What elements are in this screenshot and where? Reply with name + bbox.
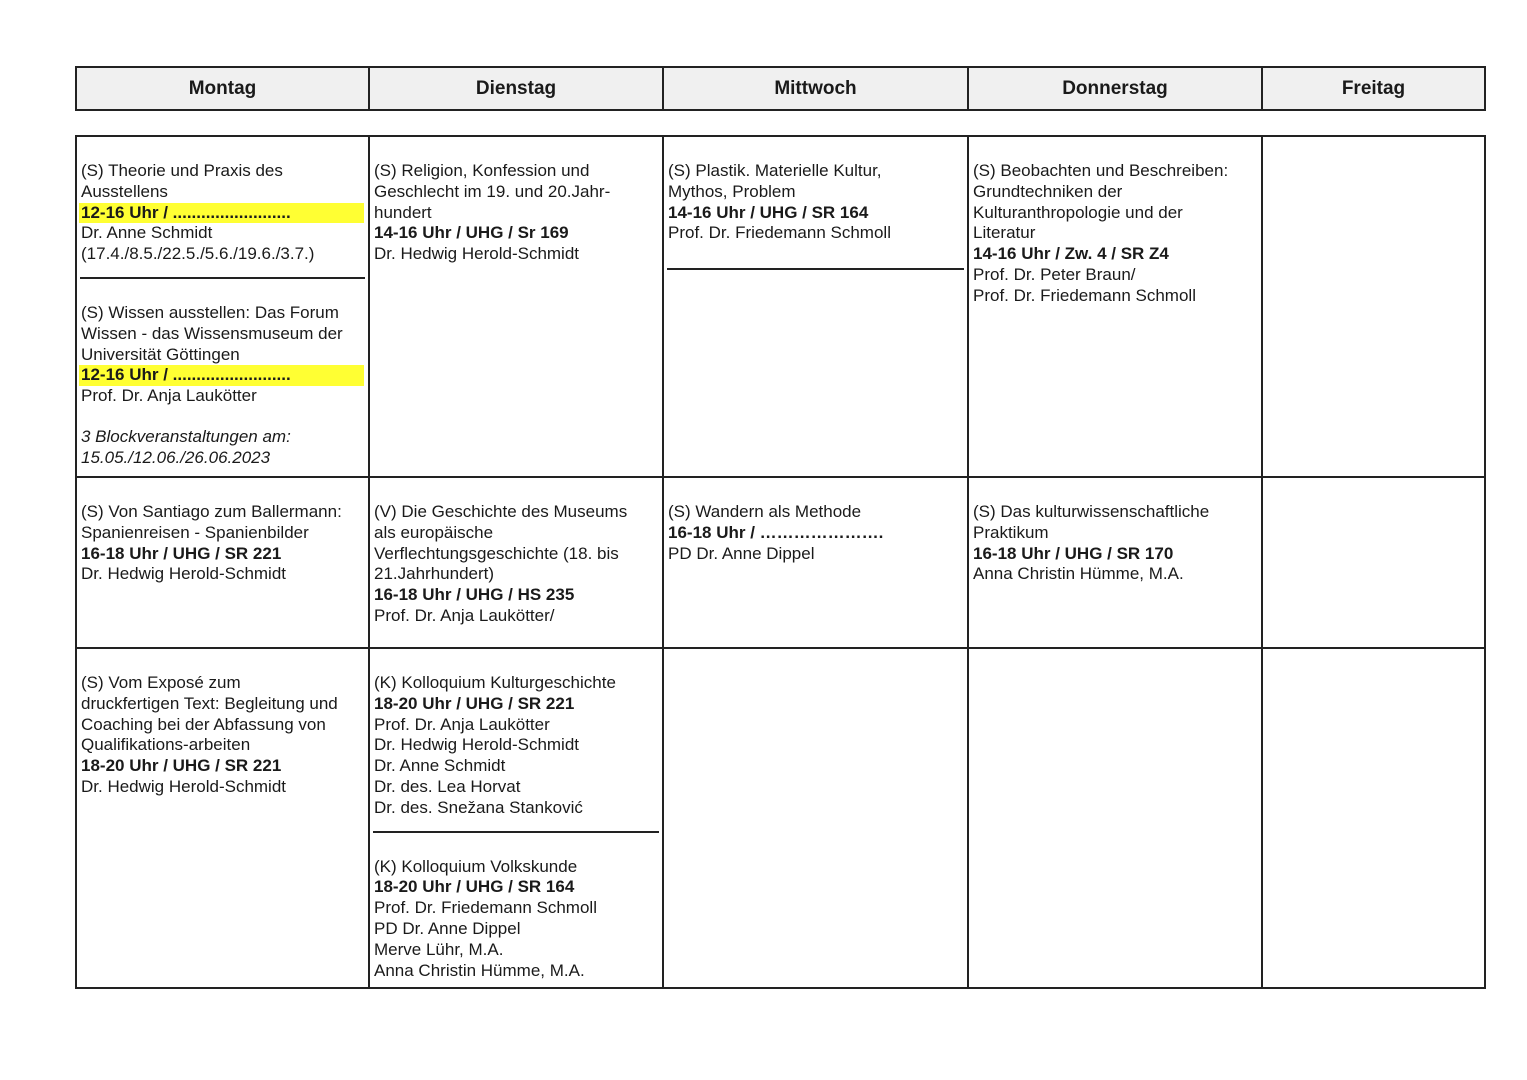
schedule-cell-donnerstag [968, 648, 1262, 988]
course-time-room: 18-20 Uhr / UHG / SR 164 [374, 877, 575, 897]
schedule-cell-freitag [1262, 136, 1485, 477]
course-time-room: 14-16 Uhr / UHG / SR 164 [668, 202, 869, 222]
course-entry [81, 137, 364, 265]
course-time-room: 18-20 Uhr / UHG / SR 221 [374, 693, 575, 713]
course-title-line: (S) Wissen ausstellen: Das Forum [81, 302, 339, 322]
day-header-montag: Montag [76, 67, 369, 110]
course-title-line: (K) Kolloquium Kulturgeschichte [374, 673, 616, 692]
course-entry [668, 137, 963, 244]
course-note-line: 15.05./12.06./26.06.2023 [81, 447, 271, 467]
course-title-line: Wissen - das Wissensmuseum der [81, 323, 343, 343]
schedule-body [76, 136, 1485, 988]
course-lecturer: Dr. Hedwig Herold-Schmidt [81, 564, 287, 584]
course-lecturer: PD Dr. Anne Dippel [374, 918, 521, 938]
course-title-line: (V) Die Geschichte des Museums [374, 502, 628, 521]
day-header-donnerstag: Donnerstag [968, 67, 1262, 110]
course-title-line: 21.Jahrhundert) [374, 564, 495, 584]
course-lecturer: Prof. Dr. Anja Laukötter [374, 714, 550, 734]
course-lecturer: Prof. Dr. Peter Braun/ [973, 264, 1136, 284]
course-note-line: 3 Blockveranstaltungen am: [81, 426, 291, 446]
course-time-room: 12-16 Uhr / ......................... [79, 365, 364, 386]
course-lecturer: Merve Lühr, M.A. [374, 939, 504, 959]
course-title-line: druckfertigen Text: Begleitung und [81, 693, 338, 713]
course-entry [374, 137, 658, 265]
course-entry [973, 137, 1257, 307]
day-header-dienstag: Dienstag [369, 67, 663, 110]
course-note [81, 427, 364, 469]
course-time-room: 14-16 Uhr / Zw. 4 / SR Z4 [973, 244, 1169, 264]
time-slot-row [76, 136, 1485, 477]
course-lecturer: Dr. Anne Schmidt [374, 756, 506, 776]
course-title-line: Qualifikations-arbeiten [81, 735, 251, 755]
entry-divider [667, 268, 964, 270]
course-entry [374, 649, 658, 819]
course-time-room: 12-16 Uhr / ......................... [79, 203, 364, 224]
course-lecturer: Dr. Hedwig Herold-Schmidt [374, 735, 580, 755]
weekday-header [75, 66, 1486, 111]
course-lecturer: Prof. Dr. Friedemann Schmoll [374, 898, 597, 918]
course-title-line: Ausstellens [81, 181, 168, 201]
course-lecturer: (17.4./8.5./22.5./5.6./19.6./3.7.) [81, 244, 315, 264]
course-title-line: Literatur [973, 223, 1036, 243]
schedule-cell-montag [76, 477, 369, 648]
schedule-cell-donnerstag [968, 136, 1262, 477]
course-title-line: (S) Von Santiago zum Ballermann: [81, 502, 342, 521]
course-title-line: (S) Vom Exposé zum [81, 673, 241, 692]
schedule-cell-montag [76, 136, 369, 477]
schedule-cell-montag [76, 648, 369, 988]
course-title-line: Verflechtungsgeschichte (18. bis [374, 543, 619, 563]
course-schedule-grid [75, 135, 1486, 989]
schedule-cell-dienstag [369, 648, 663, 988]
course-lecturer: Anna Christin Hümme, M.A. [374, 960, 585, 980]
course-title-line: als europäische [374, 522, 494, 542]
course-lecturer: Dr. des. Lea Horvat [374, 776, 521, 796]
course-entry [973, 478, 1257, 585]
time-slot-row [76, 648, 1485, 988]
course-lecturer: Dr. Anne Schmidt [81, 223, 213, 243]
course-lecturer: Prof. Dr. Anja Laukötter/ [374, 605, 555, 625]
course-title-line: Universität Göttingen [81, 344, 240, 364]
course-lecturer: Prof. Dr. Friedemann Schmoll [973, 285, 1196, 305]
schedule-cell-dienstag [369, 136, 663, 477]
course-title-line: (S) Religion, Konfession und [374, 161, 590, 180]
schedule-cell-dienstag [369, 477, 663, 648]
schedule-cell-freitag [1262, 648, 1485, 988]
schedule-cell-mittwoch [663, 477, 968, 648]
course-title-line: (S) Wandern als Methode [668, 502, 862, 521]
course-title-line: (S) Theorie und Praxis des [81, 161, 283, 180]
course-title-line: (S) Das kulturwissenschaftliche [973, 502, 1210, 521]
time-slot-row [76, 477, 1485, 648]
course-title-line: Kulturanthropologie und der [973, 202, 1183, 222]
day-header-freitag: Freitag [1262, 67, 1485, 110]
course-title-line: (S) Beobachten und Beschreiben: [973, 161, 1229, 180]
course-title-line: hundert [374, 202, 432, 222]
course-title-line: (K) Kolloquium Volkskunde [374, 856, 578, 876]
course-lecturer: PD Dr. Anne Dippel [668, 543, 815, 563]
schedule-cell-mittwoch [663, 648, 968, 988]
course-title-line: Coaching bei der Abfassung von [81, 714, 326, 734]
course-title-line: Geschlecht im 19. und 20.Jahr- [374, 181, 611, 201]
course-title-line: Spanienreisen - Spanienbilder [81, 522, 309, 542]
course-lecturer: Anna Christin Hümme, M.A. [973, 564, 1184, 584]
course-time-room: 18-20 Uhr / UHG / SR 221 [81, 756, 282, 776]
course-lecturer: Prof. Dr. Friedemann Schmoll [668, 223, 891, 243]
weekday-header-row [76, 67, 1485, 110]
course-title-line: (S) Plastik. Materielle Kultur, [668, 161, 882, 180]
schedule-cell-mittwoch [663, 136, 968, 477]
course-title-line: Praktikum [973, 522, 1049, 542]
course-title-line: Grundtechniken der [973, 181, 1123, 201]
course-lecturer: Dr. des. Snežana Stanković [374, 797, 583, 817]
course-entry [81, 478, 364, 585]
course-time-room: 16-18 Uhr / UHG / SR 170 [973, 543, 1174, 563]
day-header-mittwoch: Mittwoch [663, 67, 968, 110]
course-title-line: Mythos, Problem [668, 181, 796, 201]
course-entry [374, 833, 658, 982]
schedule-cell-donnerstag [968, 477, 1262, 648]
course-lecturer: Prof. Dr. Anja Laukötter [81, 386, 257, 406]
course-entry [374, 478, 658, 627]
course-time-room: 16-18 Uhr / UHG / SR 221 [81, 543, 282, 563]
course-time-room: 16-18 Uhr / UHG / HS 235 [374, 585, 575, 605]
course-entry [81, 649, 364, 798]
course-entry [668, 478, 963, 564]
course-time-room: 14-16 Uhr / UHG / Sr 169 [374, 223, 569, 243]
schedule-cell-freitag [1262, 477, 1485, 648]
course-lecturer: Dr. Hedwig Herold-Schmidt [374, 244, 580, 264]
course-time-room: 16-18 Uhr / …………………. [668, 522, 884, 542]
course-entry [81, 279, 364, 469]
course-lecturer: Dr. Hedwig Herold-Schmidt [81, 776, 287, 796]
